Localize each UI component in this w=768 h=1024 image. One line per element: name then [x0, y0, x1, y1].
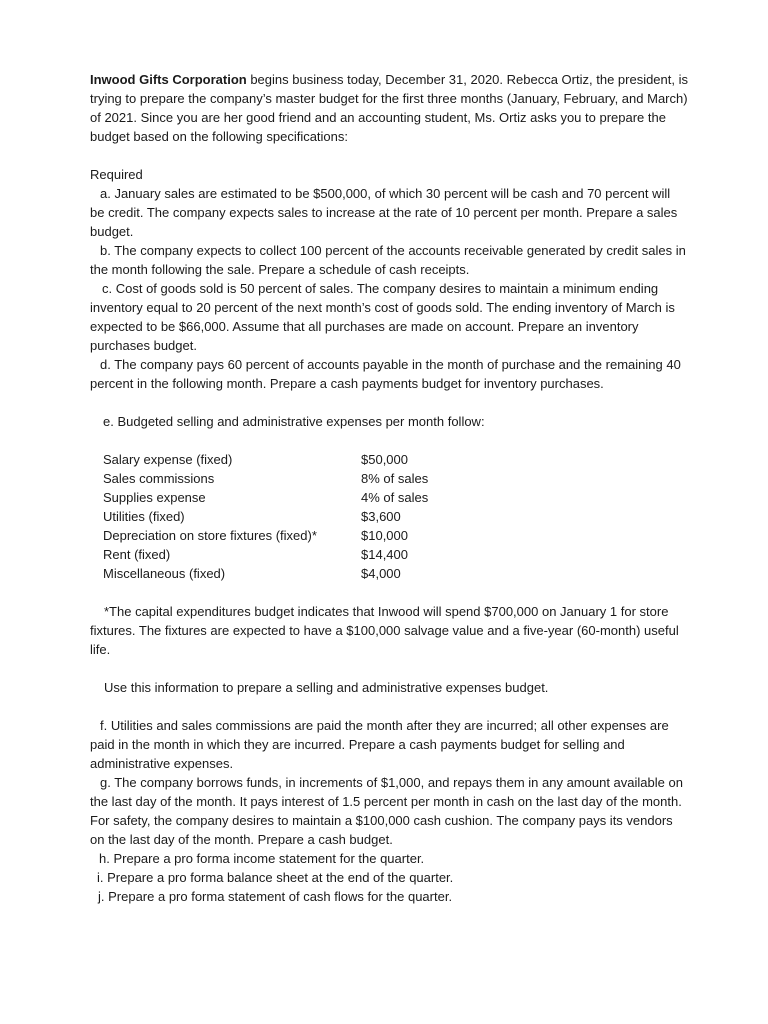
spacer	[90, 697, 688, 716]
expense-label: Rent (fixed)	[103, 547, 171, 562]
expenses-table	[103, 450, 428, 583]
required-heading: Required	[90, 167, 143, 182]
footnote: *The capital expenditures budget indicates that Inwood will spend $700,000 on January 1 for store fixtures. The fixtures are expected to have a $100,000 salvage value and a five-year (60-month) useful life.	[90, 604, 679, 657]
item-d: d. The company pays 60 percent of accounts payable in the month of purchase and the remaining 40 percent in the following month. Prepare a cash payments budget for inventory purchases.	[90, 357, 681, 391]
table-row	[103, 450, 428, 469]
expense-value: $3,600	[361, 509, 401, 524]
item-e: e. Budgeted selling and administrative expenses per month follow:	[103, 414, 485, 429]
item-j: j. Prepare a pro forma statement of cash flows for the quarter.	[98, 889, 453, 904]
expense-value: $14,400	[361, 547, 408, 562]
expense-value: 8% of sales	[361, 471, 429, 486]
spacer	[90, 659, 688, 678]
intro-text: begins business today, December 31, 2020. Rebecca Ortiz, the president, is trying to prepare the company’s master budget for the first three months (January, February, and March) of 2021. Since you are her good friend and an accounting student, Ms. Ortiz asks you to prepare the budget based on the following specifications:	[90, 72, 688, 144]
expense-value: $4,000	[361, 566, 401, 581]
table-row	[103, 545, 428, 564]
item-f: f. Utilities and sales commissions are paid the month after they are incurred; all other expenses are paid in the month in which they are incurred. Prepare a cash payments budget for selling and administrative expenses.	[90, 718, 669, 771]
expense-value: 4% of sales	[361, 490, 429, 505]
table-row	[103, 469, 428, 488]
item-h: h. Prepare a pro forma income statement for the quarter.	[99, 851, 425, 866]
expense-label: Sales commissions	[103, 471, 215, 486]
item-a: a. January sales are estimated to be $500,000, of which 30 percent will be cash and 70 percent will be credit. The company expects sales to increase at the rate of 10 percent per month. Prepare a sales budget.	[90, 186, 678, 239]
expense-label: Miscellaneous (fixed)	[103, 566, 226, 581]
expense-label: Utilities (fixed)	[103, 509, 185, 524]
item-c: c. Cost of goods sold is 50 percent of sales. The company desires to maintain a minimum ending inventory equal to 20 percent of the next month’s cost of goods sold. The ending inventory of March is expected to be $66,000. Assume that all purchases are made on account. Prepare an inventory purchases budget.	[90, 281, 675, 353]
use-information-instruction: Use this information to prepare a selling and administrative expenses budget.	[104, 680, 549, 695]
document-page	[90, 70, 688, 906]
spacer	[90, 146, 688, 165]
expense-label: Supplies expense	[103, 490, 206, 505]
expense-label: Depreciation on store fixtures (fixed)*	[103, 528, 317, 543]
expense-value: $10,000	[361, 528, 408, 543]
item-b: b. The company expects to collect 100 percent of the accounts receivable generated by credit sales in the month following the sale. Prepare a schedule of cash receipts.	[90, 243, 686, 277]
expense-value: $50,000	[361, 452, 408, 467]
table-row	[103, 488, 428, 507]
table-row	[103, 507, 428, 526]
item-g: g. The company borrows funds, in increments of $1,000, and repays them in any amount available on the last day of the month. It pays interest of 1.5 percent per month in cash on the last day of the month. For safety, the company desires to maintain a $100,000 cash cushion. The company pays its vendors on the last day of the month. Prepare a cash budget.	[90, 775, 683, 847]
expense-label: Salary expense (fixed)	[103, 452, 233, 467]
item-i: i. Prepare a pro forma balance sheet at the end of the quarter.	[97, 870, 454, 885]
spacer	[90, 393, 688, 412]
table-row	[103, 526, 428, 545]
company-name: Inwood Gifts Corporation	[90, 72, 247, 87]
intro-paragraph	[90, 70, 688, 146]
spacer	[90, 431, 688, 450]
table-row	[103, 564, 428, 583]
spacer	[90, 583, 688, 602]
